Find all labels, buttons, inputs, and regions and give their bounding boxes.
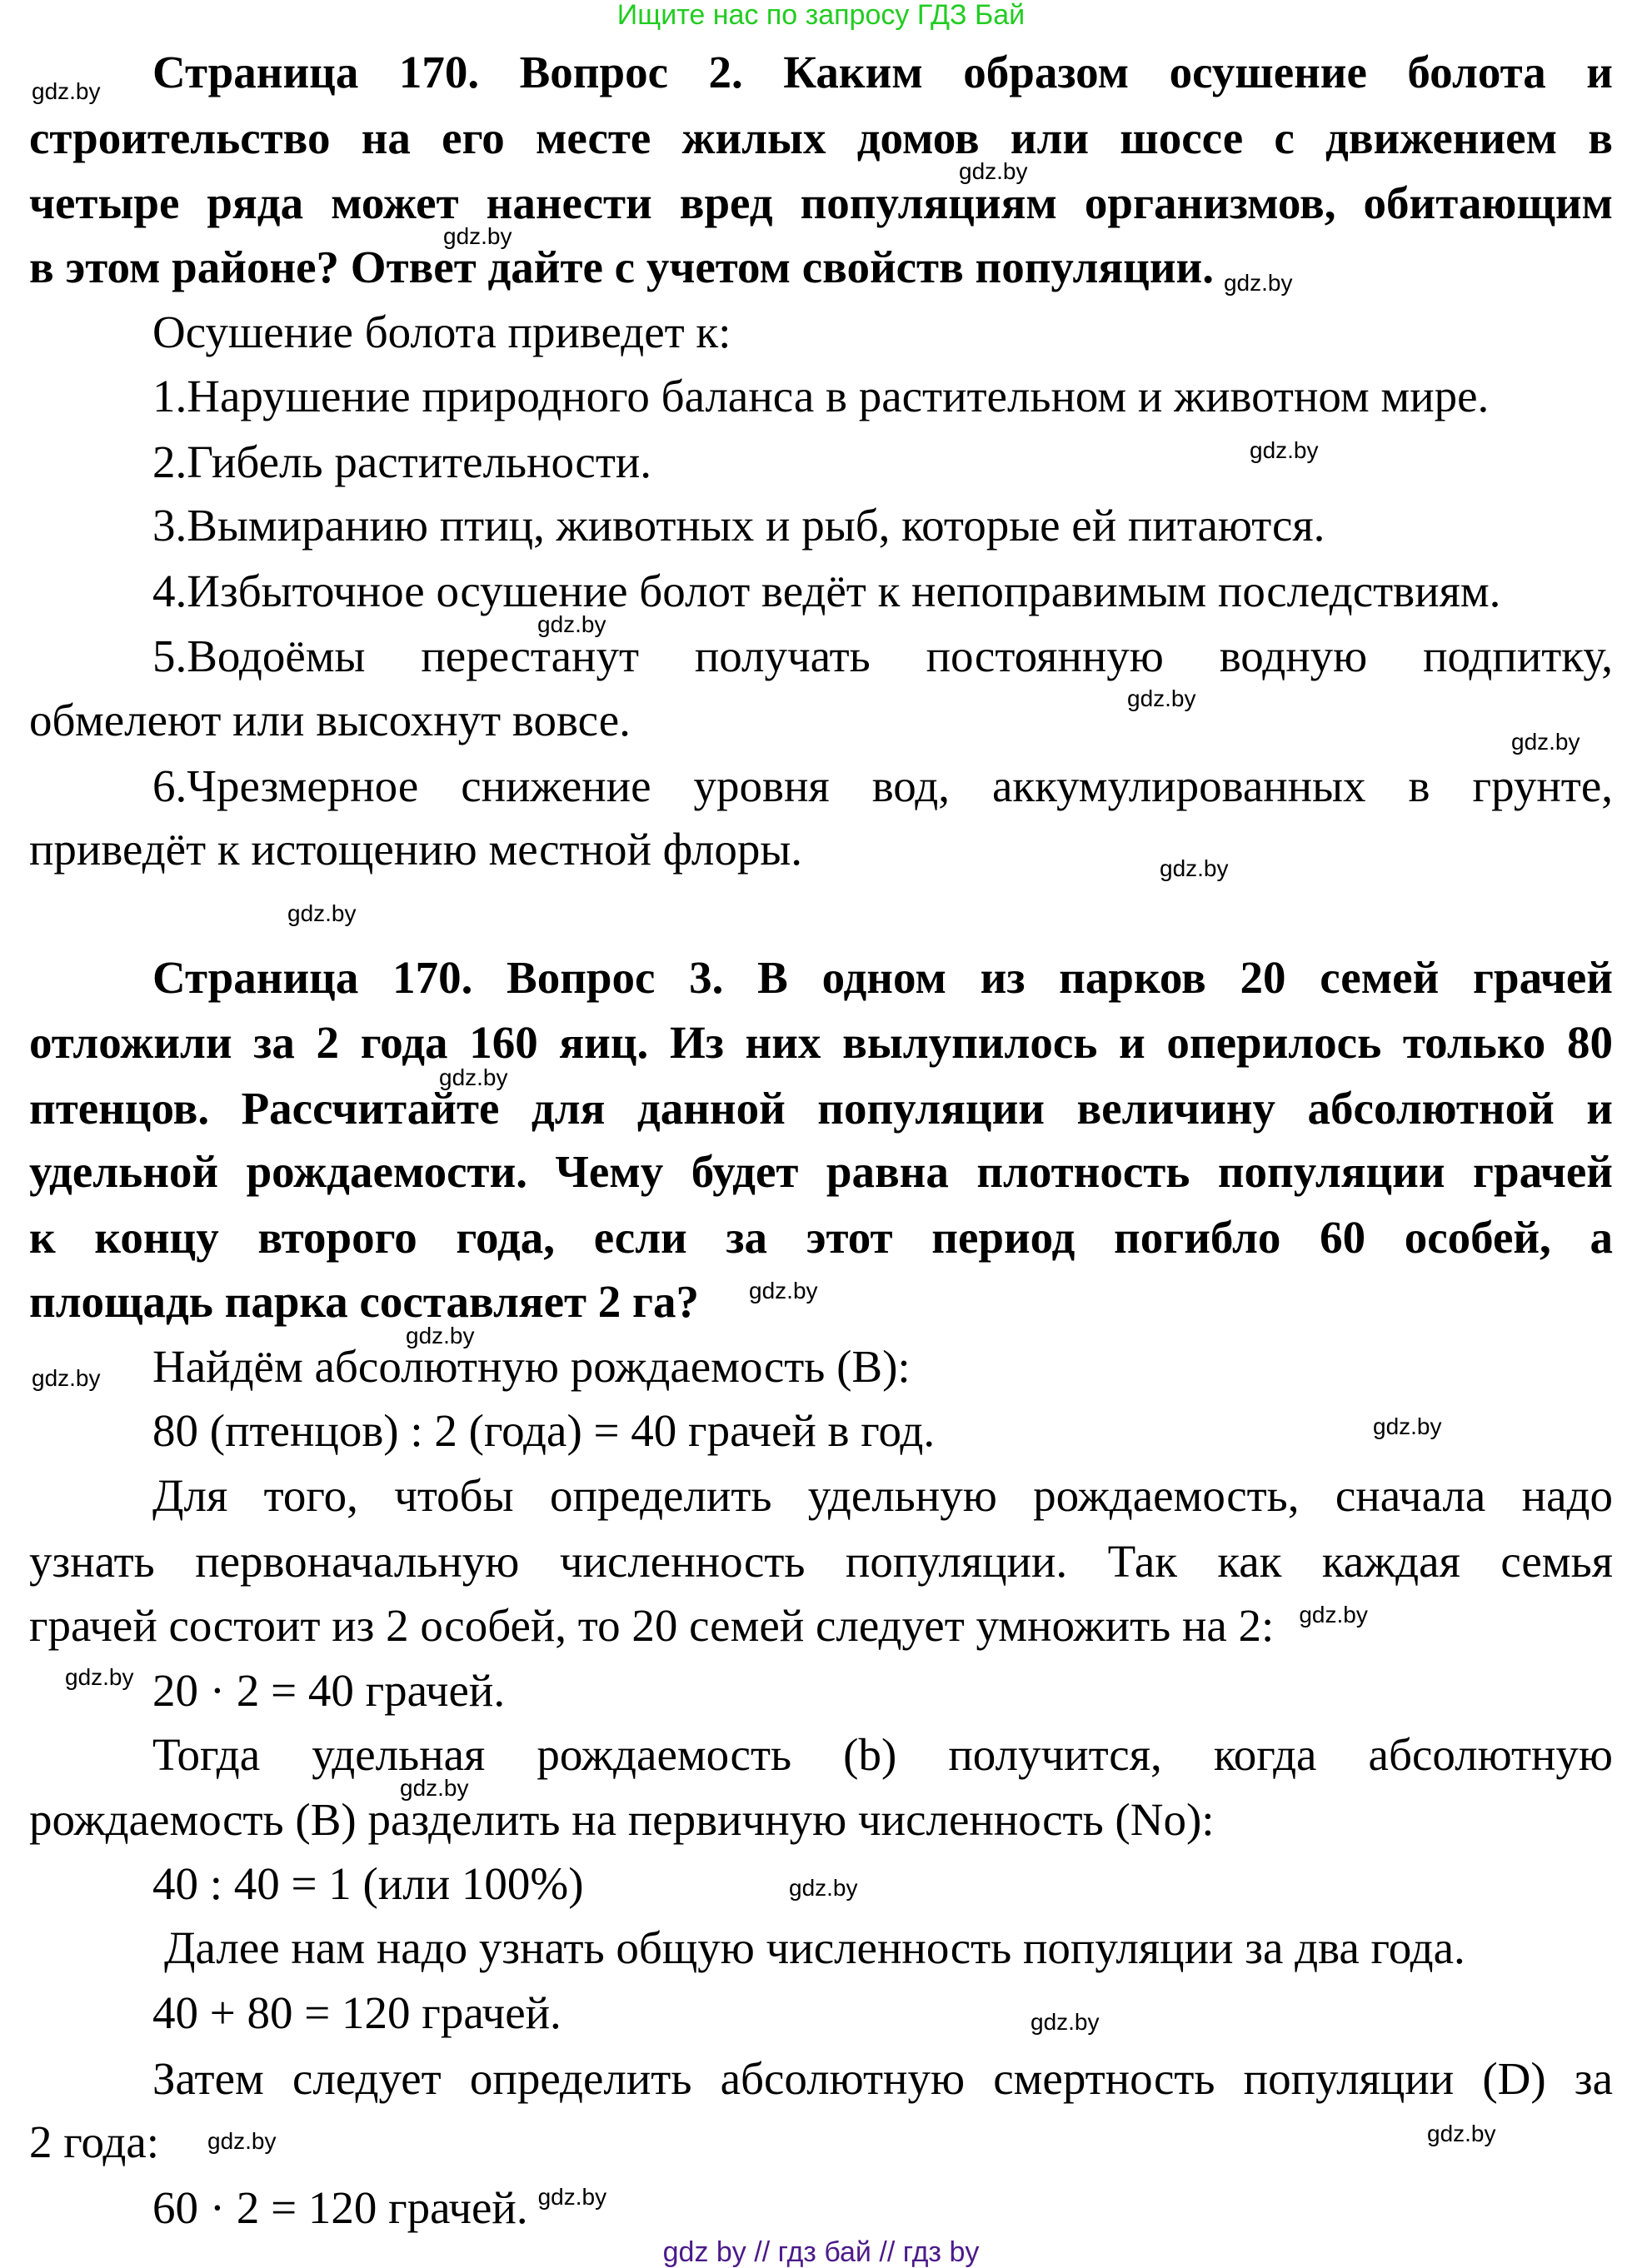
question-3-line: площадь парка составляет 2 га? xyxy=(29,1276,700,1327)
answer-3-line-wrap xyxy=(29,1593,1613,1658)
question-3-line: удельной рождаемости. Чему будет равна плотность популяции грачей xyxy=(29,1146,1613,1197)
watermark: gdz.by xyxy=(443,223,512,249)
answer-3-line: 20 · 2 = 40 грачей. xyxy=(152,1665,506,1716)
answer-3-line: Затем следует определить абсолютную смертность популяции (D) за xyxy=(152,2053,1613,2104)
question-3-line-wrap xyxy=(29,1269,1613,1334)
answer-3-line: узнать первоначальную численность популяции. Так как каждая семья xyxy=(29,1536,1613,1587)
question-3-line: отложили за 2 года 160 яиц. Из них вылупилось и оперилось только 80 xyxy=(29,1017,1613,1068)
answer-3-line: 40 : 40 = 1 (или 100%) xyxy=(152,1858,584,1909)
watermark: gdz.by xyxy=(406,1323,475,1348)
answer-2-line: 2.Гибель растительности. xyxy=(152,436,652,487)
answer-3-line-wrap xyxy=(152,2176,1613,2241)
answer-2-line: 6.Чрезмерное снижение уровня вод, аккумулированных в грунте, xyxy=(152,760,1613,811)
answer-2-line: 3.Вымиранию птиц, животных и рыб, которые ей питаются. xyxy=(152,500,1325,551)
answer-2-line: приведёт к истощению местной флоры. xyxy=(29,824,803,875)
answer-2-line: обмелеют или высохнут вовсе. xyxy=(29,695,631,745)
watermark: gdz.by xyxy=(537,611,606,637)
watermark: gdz.by xyxy=(1299,1602,1368,1627)
watermark: gdz.by xyxy=(1031,2009,1100,2035)
watermark: gdz.by xyxy=(1511,729,1580,755)
question-2-line: в этом районе? Ответ дайте с учетом свойств популяции. xyxy=(29,242,1214,292)
answer-3-line: 40 + 80 = 120 грачей. xyxy=(152,1987,561,2038)
answer-3-line: 60 · 2 = 120 грачей. xyxy=(152,2182,528,2233)
answer-2-line: Осушение болота приведет к: xyxy=(152,307,731,357)
question-2-line: строительство на его месте жилых домов или шоссе с движением в xyxy=(29,112,1613,163)
watermark: gdz.by xyxy=(439,1064,508,1090)
answer-2-line: 5.Водоёмы перестанут получать постоянную водную подпитку, xyxy=(152,631,1613,681)
watermark: gdz.by xyxy=(1127,685,1196,711)
answer-3-line: грачей состоит из 2 особей, то 20 семей следует умножить на 2: xyxy=(29,1600,1275,1651)
question-3-line: птенцов. Рассчитайте для данной популяции величину абсолютной и xyxy=(29,1083,1613,1134)
watermark: gdz.by xyxy=(537,2184,607,2210)
answer-3-line: 2 года: xyxy=(29,2116,160,2167)
answer-3-line: Найдём абсолютную рождаемость (B): xyxy=(152,1341,911,1392)
question-3-heading: Страница 170. Вопрос 3. В одном из парков 20 семей грачей xyxy=(152,952,1613,1003)
answer-3-line: Для того, чтобы определить удельную рождаемость, сначала надо xyxy=(152,1470,1613,1521)
watermark: gdz.by xyxy=(207,2128,277,2154)
watermark: gdz.by xyxy=(749,1278,818,1303)
question-2-line: четыре ряда может нанести вред популяциям организмов, обитающим xyxy=(29,177,1613,228)
watermark: gdz.by xyxy=(959,158,1028,184)
answer-3-line: Далее нам надо узнать общую численность популяции за два года. xyxy=(164,1922,1465,1973)
question-2-heading: Страница 170. Вопрос 2. Каким образом осушение болота и xyxy=(152,47,1613,97)
question-2-line-wrap xyxy=(29,235,1613,300)
watermark: gdz.by xyxy=(1223,270,1293,296)
watermark: gdz.by xyxy=(1250,437,1319,463)
watermark: gdz.by xyxy=(789,1875,858,1901)
watermark: gdz.by xyxy=(287,900,357,926)
answer-2-line: 1.Нарушение природного баланса в растительном и животном мире. xyxy=(152,371,1490,421)
watermark: gdz.by xyxy=(65,1664,134,1690)
question-3-line: к концу второго года, если за этот период погибло 60 особей, а xyxy=(29,1212,1613,1263)
watermark: gdz.by xyxy=(32,78,101,104)
watermark: gdz.by xyxy=(1427,2121,1496,2146)
watermark: gdz.by xyxy=(400,1775,469,1801)
search-hint-banner: Ищите нас по запросу ГДЗ Бай xyxy=(616,0,1026,31)
watermark: gdz.by xyxy=(1373,1413,1442,1439)
answer-3-line: рождаемость (B) разделить на первичную численность (No): xyxy=(29,1794,1215,1845)
answer-3-line: 80 (птенцов) : 2 (года) = 40 грачей в год. xyxy=(152,1405,936,1456)
answer-2-line: 4.Избыточное осушение болот ведёт к непоправимым последствиям. xyxy=(152,566,1501,616)
answer-3-line: Тогда удельная рождаемость (b) получится, когда абсолютную xyxy=(152,1729,1613,1780)
footer-links: gdz by // гдз бай // гдз by xyxy=(662,2236,980,2268)
watermark: gdz.by xyxy=(32,1365,101,1391)
watermark: gdz.by xyxy=(1160,855,1229,881)
